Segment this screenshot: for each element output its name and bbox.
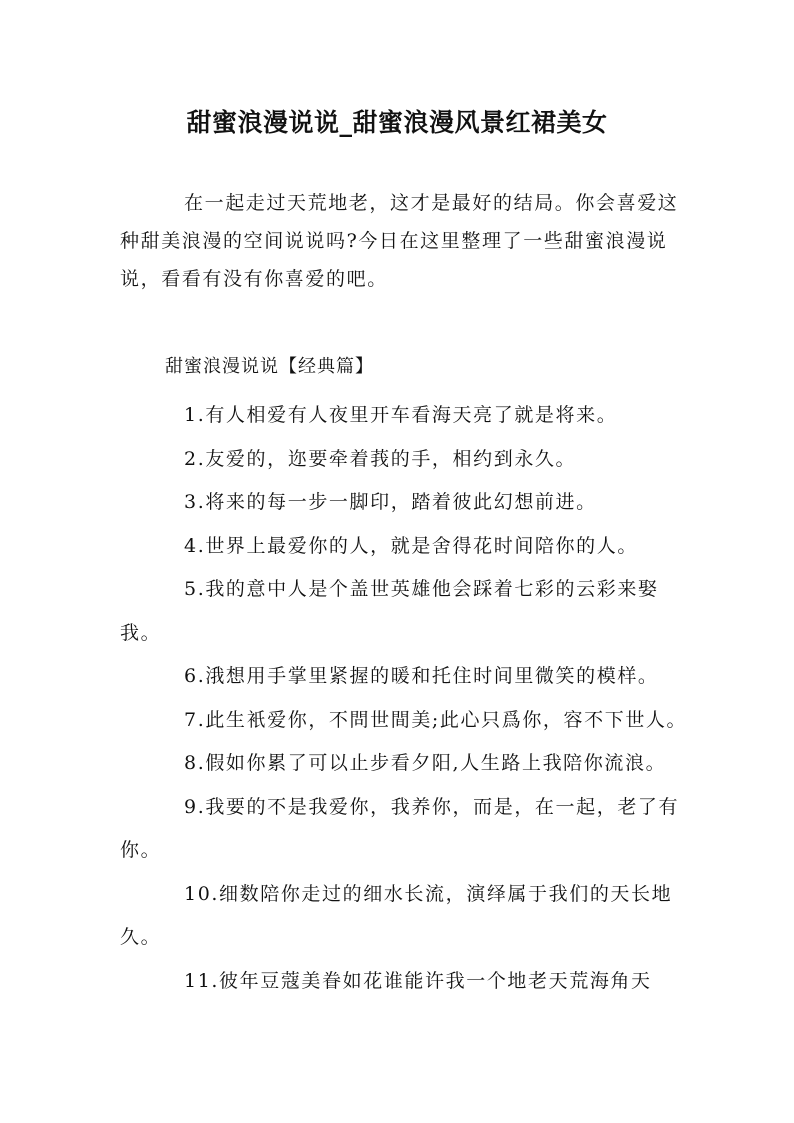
quote-item: 5.我的意中人是个盖世英雄他会踩着七彩的云彩来娶我。 bbox=[120, 578, 659, 644]
quote-item: 10.细数陪你走过的细水长流，演绎属于我们的天长地久。 bbox=[120, 882, 673, 948]
quote-item: 3.将来的每一步一脚印，踏着彼此幻想前进。 bbox=[184, 491, 597, 513]
quote-item: 11.彼年豆蔻美眷如花谁能许我一个地老天荒海角天 bbox=[184, 969, 652, 992]
quote-item: 2.友爱的，迩要牵着莪的手，相约到永久。 bbox=[184, 447, 577, 470]
quote-list bbox=[120, 394, 690, 1003]
quote-item: 7.此生衹爱你，不問世間美;此心只爲你，容不下世人。 bbox=[184, 708, 688, 731]
section-heading: 甜蜜浪漫说说【经典篇】 bbox=[165, 356, 374, 377]
quote-item: 8.假如你累了可以止步看夕阳,人生路上我陪你流浪。 bbox=[184, 752, 667, 774]
quote-item: 9.我要的不是我爱你，我养你，而是，在一起，老了有你。 bbox=[120, 795, 680, 861]
quote-item: 6.涐想用手掌里紧握的暖和托住时间里微笑的模样。 bbox=[184, 665, 659, 687]
quote-item: 4.世界上最爱你的人，就是舍得花时间陪你的人。 bbox=[184, 534, 638, 557]
intro-paragraph: 在一起走过天荒地老，这才是最好的结局。你会喜爱这种甜美浪漫的空间说说吗?今日在这里整理了一些甜蜜浪漫说说，看看有没有你喜爱的吧。 bbox=[120, 192, 679, 290]
document-title: 甜蜜浪漫说说_甜蜜浪漫风景红裙美女 bbox=[186, 108, 608, 137]
quote-item: 1.有人相爱有人夜里开车看海天亮了就是将来。 bbox=[184, 404, 618, 426]
